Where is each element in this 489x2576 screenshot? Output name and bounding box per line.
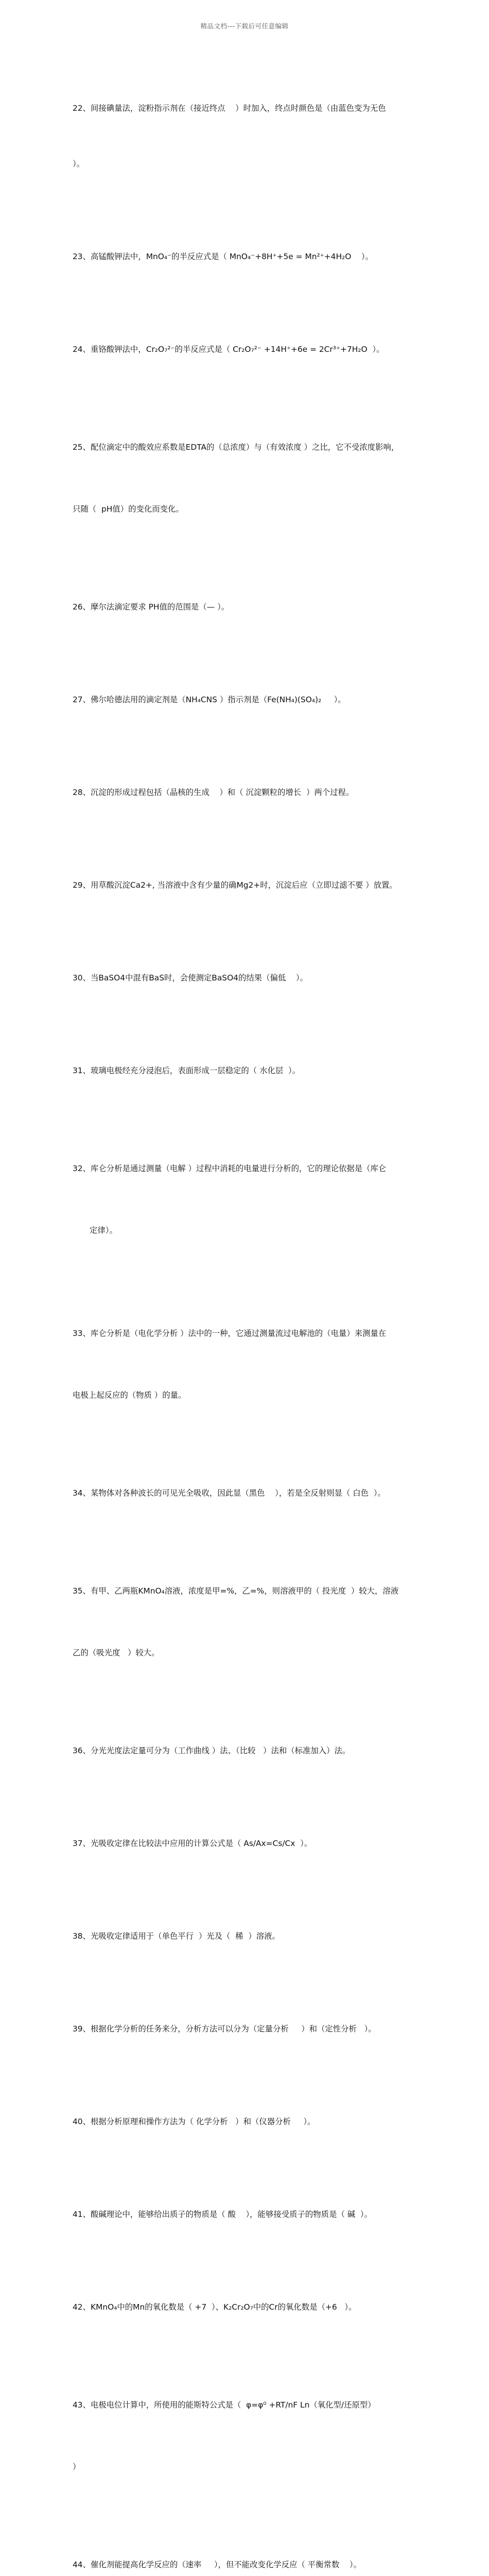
question-28 [73,746,433,839]
question-line: 34、某物体对各种波长的可见光全吸收，因此显（黑色 ），若是全反射则显（ 白色 ）。 [73,1488,386,1498]
question-32 [73,1117,433,1282]
question-37 [73,1797,433,1890]
question-line: 38、光吸收定律适用于（单色平行 ）光及（ 稀 ）溶液。 [73,1931,280,1941]
question-43 [73,2353,433,2518]
question-line: 31、玻璃电极经充分浸泡后，表面形成一层稳定的（ 水化层 ）。 [73,1066,301,1075]
question-line: 32、库仑分析是通过测量（电解 ）过程中消耗的电量进行分析的，它的理论依据是（库仑 [73,1164,387,1173]
question-line: 39、根据化学分析的任务来分，分析方法可以分为（定量分析 ）和（定性分析 ）。 [73,2024,376,2033]
question-line: 37、光吸收定律在比较法中应用的计算公式是（ As/Ax=Cs/Cx ）。 [73,1839,312,1848]
question-line: 40、根据分析原理和操作方法为（ 化学分析 ）和（仪器分析 ）。 [73,2117,316,2126]
question-line: 定律）。 [90,1226,117,1235]
question-35 [73,1539,433,1704]
page-header: 精品文档---下载后可任意编辑 [200,22,289,30]
question-42 [73,2261,433,2353]
question-22 [73,62,433,210]
question-line: 36、分光光度法定量可分为（工作曲线 ）法、（比较 ）法和（标准加入）法。 [73,1746,351,1755]
question-line: 27、佛尔哈德法用的滴定剂是（NH₄CNS ）指示剂是（Fe(NH₄)(SO₄)₂ ）。 [73,695,346,704]
question-41 [73,2168,433,2261]
question-line: 42、KMnO₄中的Mn的氧化数是（ +7 ）、K₂Cr₂O₇中的Cr的氧化数是（+6 ）。 [73,2302,357,2312]
question-38 [73,1890,433,1982]
question-line: 35、有甲、乙两瓶KMnO₄溶液，浓度是甲=%，乙=%，则溶液甲的（ 投光度 ）较大，溶液 [73,1586,399,1596]
question-line: 只随（ pH值）的变化而变化。 [73,504,184,514]
question-line: 28、沉淀的形成过程包括（晶核的生成 ）和（ 沉淀颗粒的增长 ）两个过程。 [73,788,354,797]
question-line: ）。 [73,159,85,168]
question-line: 43、电极电位计算中，所使用的能斯特公式是（ φ=φ⁰ +RT/nF Ln（氧化型/还原型） [73,2400,376,2410]
question-23 [73,210,433,303]
question-29 [73,839,433,931]
question-line: 29、用草酸沉淀Ca2+, 当溶液中含有少量的确Mg2+时，沉淀后应（立即过滤不要 ）放置。 [73,880,397,890]
question-list [73,62,433,2576]
question-line: 44、催化剂能提高化学反应的（速率 ），但不能改变化学反应（ 平衡常数 ）。 [73,2560,361,2569]
question-40 [73,2075,433,2168]
question-33 [73,1282,433,1447]
question-36 [73,1704,433,1797]
question-44 [73,2518,433,2576]
question-line: 23、高锰酸钾法中，MnO₄⁻的半反应式是（ MnO₄⁻+8H⁺+5e = Mn²⁺+4H₂O ）。 [73,252,373,261]
question-25 [73,396,433,561]
question-30 [73,931,433,1024]
question-39 [73,1982,433,2075]
question-line: 乙的（吸光度 ）较大。 [73,1648,160,1657]
question-line: 24、重铬酸钾法中，Cr₂O₇²⁻的半反应式是（ Cr₂O₇²⁻ +14H⁺+6e = 2Cr³⁺+7H₂O ）。 [73,345,385,354]
question-31 [73,1024,433,1117]
question-line: 电极上起反应的（物质 ）的量。 [73,1391,186,1400]
question-line: 25、配位滴定中的酸效应系数是EDTA的（总浓度）与（有效浓度 ）之比，它不受浓度影响， [73,443,399,452]
question-line: 26、摩尔法滴定要求 PH值的范围是（— ）。 [73,602,230,612]
question-line: 22、间接碘量法，淀粉指示剂在（接近终点 ）时加入，终点时颜色是（由蓝色变为无色 [73,104,386,113]
question-line: ） [73,2462,81,2471]
question-26 [73,561,433,653]
question-24 [73,303,433,396]
question-line: 30、当BaSO4中混有BaS时，会使测定BaSO4的结果（偏低 ）。 [73,973,308,982]
question-27 [73,653,433,746]
question-line: 33、库仑分析是（电化学分析 ）法中的一种，它通过测量流过电解池的（电量）来测量在 [73,1329,387,1338]
question-line: 41、酸碱理论中，能够给出质子的物质是（ 酸 ），能够接受质子的物质是（ 碱 ）。 [73,2210,372,2219]
question-34 [73,1447,433,1539]
